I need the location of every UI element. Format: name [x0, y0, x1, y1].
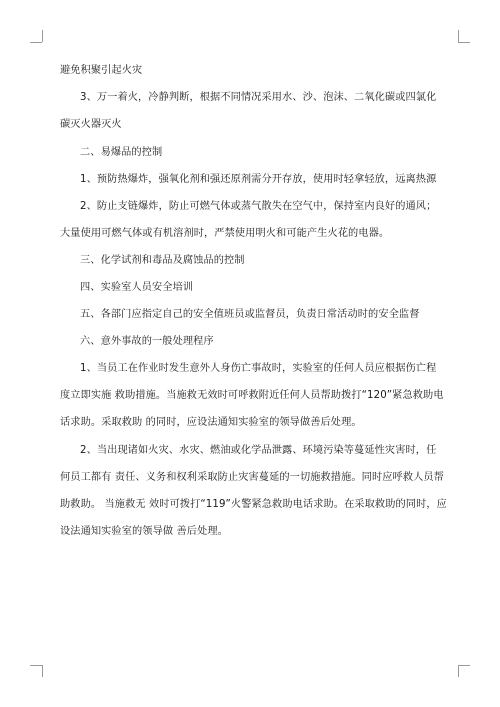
text-line: 1、预防热爆炸，强氧化剂和强还原剂需分开存放，使用时轻拿轻放，远离热源: [80, 174, 437, 185]
text-line: 碳灭火器灭火: [60, 119, 122, 130]
section-heading: 六、意外事故的一般处理程序: [80, 336, 214, 347]
text-line: 大量使用可燃气体或有机溶剂时，严禁使用明火和可能产生火花的电器。: [60, 228, 390, 239]
text-line: 避免积聚引起火灾: [60, 65, 143, 76]
text-line: 3、万一着火，冷静判断，根据不同情况采用水、沙、泡沫、二氧化碳或四氯化: [80, 92, 437, 103]
text-line: 助救助。 当施救无 效时可拨打“119”火警紧急救助电话求助。在采取救助的同时，应: [60, 499, 447, 510]
section-heading: 二、易爆品的控制: [80, 147, 163, 158]
text-line: 度立即实施 救助措施。当施救无效时可呼救附近任何人员帮助拨打“120”紧急救助电: [60, 390, 444, 401]
text-line: 设法通知实验室的领导做 善后处理。: [60, 526, 228, 537]
text-line: 2、防止支链爆炸，防止可燃气体或蒸气散失在空气中，保持室内良好的通风；: [80, 201, 437, 212]
text-line: 2、当出现诸如火灾、水灾、燃油或化学品泄露、环境污染等蔓延性灾害时，任: [80, 445, 437, 456]
section-heading: 三、化学试剂和毒品及腐蚀品的控制: [80, 255, 245, 266]
text-line: 何员工都有 责任、义务和权利采取防止灾害蔓延的一切施救措施。同时应呼救人员帮: [60, 472, 444, 483]
text-line: 话求助。采取救助 的同时，应设法通知实验室的领导做善后处理。: [60, 417, 362, 428]
section-heading: 四、实验室人员安全培训: [80, 282, 194, 293]
section-heading: 五、各部门应指定自己的安全值班员或监督员，负责日常活动时的安全监督: [80, 309, 420, 320]
text-line: 1、当员工在作业时发生意外人身伤亡事故时，实验室的任何人员应根据伤亡程: [80, 363, 437, 374]
